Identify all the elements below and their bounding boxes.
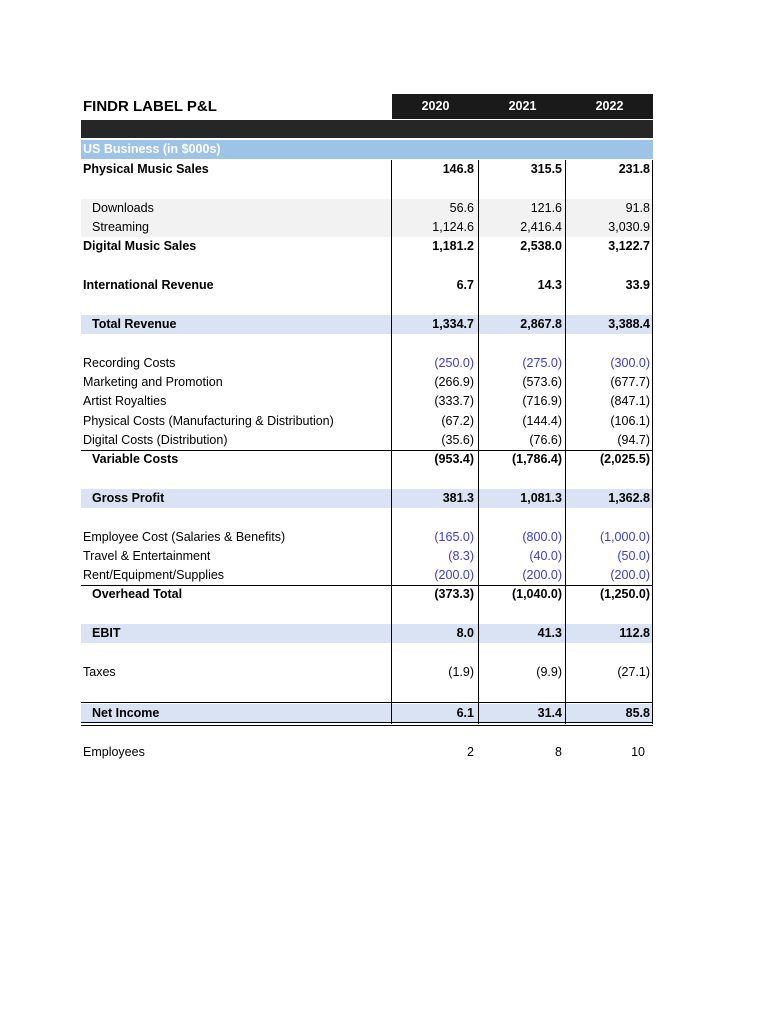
cell-2020: 2 [467,745,474,759]
gridline-vertical [652,160,653,724]
cell-2020: 146.8 [442,162,474,176]
row-label: Marketing and Promotion [83,375,223,389]
net-income-top-rule [81,702,653,703]
row-label: Overhead Total [92,587,183,601]
cell-2022: 3,122.7 [608,239,650,253]
row-downloads [81,199,653,218]
row-digital-music-sales [81,237,653,256]
subtotal-rule [81,450,653,451]
section-header [81,140,653,159]
cell-2020: (8.3) [448,549,474,563]
cell-2021: 8 [555,745,562,759]
row-digital-costs [81,431,653,450]
cell-2020: (165.0) [434,530,474,544]
row-marketing-promotion [81,373,653,392]
cell-2022: (200.0) [610,568,650,582]
header-divider-bar [81,120,653,138]
cell-2021: 2,867.8 [520,317,562,331]
row-physical-costs [81,412,653,431]
row-label: Total Revenue [92,317,177,331]
cell-2020: (333.7) [434,394,474,408]
cell-2020: (250.0) [434,356,474,370]
cell-2022: 112.8 [619,626,650,640]
row-overhead-total [81,585,653,604]
gridline-vertical [391,160,392,724]
cell-2022: 3,030.9 [608,220,650,234]
cell-2020: (200.0) [434,568,474,582]
cell-2022: (1,000.0) [599,530,650,544]
row-physical-music-sales [81,160,653,179]
cell-2022: (50.0) [617,549,650,563]
row-travel-entertainment [81,547,653,566]
cell-2022: (27.1) [617,665,650,679]
row-label: International Revenue [83,278,214,292]
cell-2020: (1.9) [448,665,474,679]
row-label: Digital Costs (Distribution) [83,433,228,447]
year-header-bar [392,94,653,119]
year-2022-header: 2022 [595,99,624,113]
cell-2020: 8.0 [456,626,474,640]
row-label: Digital Music Sales [83,239,197,253]
cell-2021: (9.9) [536,665,562,679]
row-label: Downloads [92,201,154,215]
row-international-revenue [81,276,653,295]
cell-2021: (573.6) [522,375,562,389]
cell-2020: 6.7 [456,278,474,292]
cell-2022: 91.8 [625,201,650,215]
row-total-revenue [81,315,653,334]
cell-2021: 2,538.0 [520,239,562,253]
cell-2022: (847.1) [610,394,650,408]
row-ebit [81,624,653,643]
row-gross-profit [81,489,653,508]
cell-2022: (2,025.5) [599,452,650,466]
cell-2022: 3,388.4 [608,317,650,331]
cell-2022: 1,362.8 [608,491,650,505]
cell-2021: (144.4) [522,414,562,428]
cell-2021: 1,081.3 [520,491,562,505]
cell-2020: (35.6) [441,433,474,447]
row-rent-equipment [81,566,653,585]
cell-2020: 56.6 [449,201,474,215]
cell-2020: 1,124.6 [432,220,474,234]
cell-2021: (800.0) [522,530,562,544]
row-employees [81,743,653,762]
row-label: Taxes [83,665,116,679]
subtotal-rule [81,585,653,586]
cell-2020: 381.3 [442,491,474,505]
cell-2021: 14.3 [537,278,562,292]
cell-2020: (373.3) [434,587,474,601]
row-label: Travel & Entertainment [83,549,211,563]
gridline-vertical [478,160,479,724]
cell-2022: (300.0) [610,356,650,370]
row-label: Employees [83,745,145,759]
cell-2022: (94.7) [617,433,650,447]
row-variable-costs [81,450,653,469]
net-income-double-rule [81,722,653,723]
row-label: Recording Costs [83,356,176,370]
cell-2021: (40.0) [529,549,562,563]
row-label: Employee Cost (Salaries & Benefits) [83,530,286,544]
sheet-title: FINDR LABEL P&L [83,98,217,115]
row-employee-cost [81,528,653,547]
cell-2020: (266.9) [434,375,474,389]
row-label: Artist Royalties [83,394,167,408]
cell-2021: (1,786.4) [511,452,562,466]
cell-2022: (1,250.0) [599,587,650,601]
row-streaming [81,218,653,237]
cell-2021: (275.0) [522,356,562,370]
cell-2022: 33.9 [625,278,650,292]
cell-2021: 41.3 [537,626,562,640]
row-label: Physical Costs (Manufacturing & Distribution) [83,414,334,428]
section-title: US Business (in $000s) [83,142,221,156]
row-net-income [81,704,653,723]
row-label: Physical Music Sales [83,162,209,176]
cell-2021: (200.0) [522,568,562,582]
cell-2020: 1,334.7 [432,317,474,331]
cell-2022: (677.7) [610,375,650,389]
cell-2020: (67.2) [441,414,474,428]
cell-2021: (76.6) [529,433,562,447]
gridline-vertical [565,160,566,724]
cell-2021: 31.4 [537,706,562,720]
cell-2021: 315.5 [530,162,562,176]
cell-2022: 10 [631,745,645,759]
row-recording-costs [81,354,653,373]
row-label: EBIT [92,626,121,640]
row-label: Net Income [92,706,160,720]
cell-2021: 2,416.4 [520,220,562,234]
cell-2022: 231.8 [618,162,650,176]
year-2020-header: 2020 [421,99,450,113]
cell-2021: (1,040.0) [511,587,562,601]
cell-2021: (716.9) [522,394,562,408]
cell-2020: 6.1 [456,706,474,720]
cell-2020: 1,181.2 [432,239,474,253]
cell-2022: (106.1) [610,414,650,428]
cell-2022: 85.8 [625,706,650,720]
row-label: Streaming [92,220,149,234]
row-label: Variable Costs [92,452,179,466]
row-label: Rent/Equipment/Supplies [83,568,225,582]
net-income-double-rule [81,725,653,726]
row-taxes [81,663,653,682]
cell-2020: (953.4) [434,452,474,466]
year-2021-header: 2021 [508,99,537,113]
cell-2021: 121.6 [530,201,562,215]
row-label: Gross Profit [92,491,165,505]
row-artist-royalties [81,392,653,411]
title-row [81,94,653,119]
